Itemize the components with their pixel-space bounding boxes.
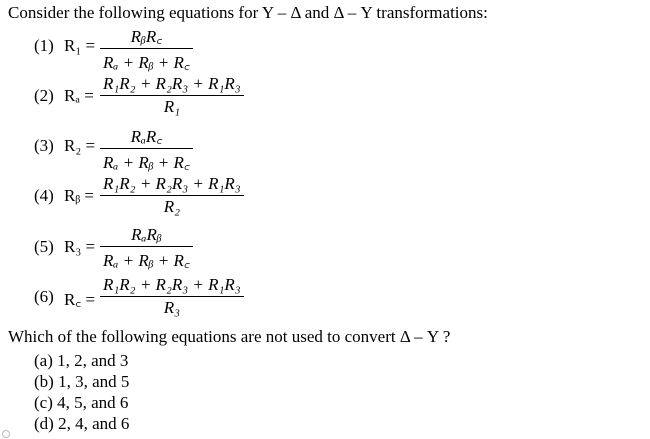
fraction: [100, 225, 193, 271]
equation-lhs: Rᵦ =: [64, 186, 94, 205]
answer-options: [34, 350, 129, 434]
denominator: R₁: [163, 97, 180, 116]
fraction: [100, 174, 244, 217]
question-text: Which of the following equations are not used to convert Δ – Y ?: [8, 327, 451, 346]
numerator: R₁R₂ + R₂R₃ + R₁R₃: [100, 74, 244, 96]
equation-lhs: Rₐ =: [64, 86, 94, 105]
option-d[interactable]: (d) 2, 4, and 6: [34, 414, 130, 433]
equation-lhs: R₁ =: [64, 36, 96, 55]
denominator: Rₐ + Rᵦ + R꜀: [103, 153, 190, 172]
numerator: R₁R₂ + R₂R₃ + R₁R₃: [100, 174, 244, 196]
numerator: RᵦR꜀: [100, 24, 193, 49]
fraction: [100, 124, 193, 173]
denominator: Rₐ + Rᵦ + R꜀: [103, 251, 190, 270]
equation-lhs: R₂ =: [64, 136, 96, 155]
intro-text: Consider the following equations for Y – Δ and Δ – Y transformations:: [8, 3, 488, 22]
fraction: [100, 24, 193, 73]
option-c[interactable]: (c) 4, 5, and 6: [34, 393, 129, 412]
equation-label: (5): [34, 237, 54, 256]
equation-label: (6): [34, 287, 54, 306]
numerator: R₁R₂ + R₂R₃ + R₁R₃: [100, 275, 244, 297]
fraction: [100, 74, 244, 117]
denominator: R₃: [163, 298, 180, 317]
fraction: [100, 275, 244, 318]
equation-label: (3): [34, 136, 54, 155]
equation-label: (1): [34, 36, 54, 55]
denominator: Rₐ + Rᵦ + R꜀: [103, 53, 190, 72]
option-a[interactable]: (a) 1, 2, and 3: [34, 351, 129, 370]
denominator: R₂: [163, 197, 180, 216]
equation-label: (2): [34, 86, 54, 105]
option-b[interactable]: (b) 1, 3, and 5: [34, 372, 130, 391]
equation-lhs: R꜀ =: [64, 290, 96, 309]
equation-lhs: R₃ =: [64, 237, 96, 256]
numerator: RₐR꜀: [100, 124, 193, 149]
corner-circle-icon: [2, 430, 10, 438]
equation-label: (4): [34, 186, 54, 205]
numerator: RₐRᵦ: [100, 225, 193, 247]
